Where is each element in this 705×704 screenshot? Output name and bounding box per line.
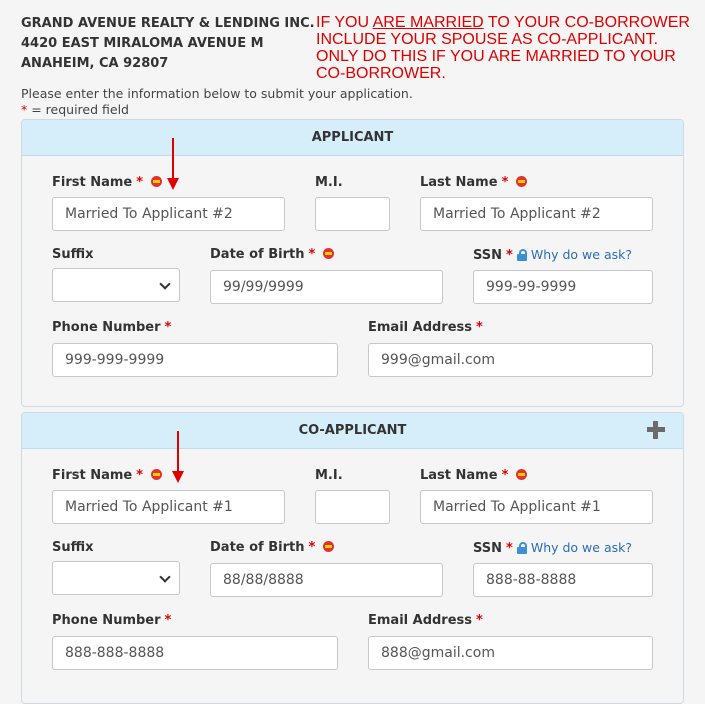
- applicant-panel: [21, 119, 684, 407]
- required-star: *: [21, 102, 28, 117]
- co-applicant-last-name-input[interactable]: Married To Applicant #1: [420, 490, 653, 524]
- lock-icon: [517, 249, 527, 261]
- co-applicant-dob-input[interactable]: 88/88/8888: [210, 563, 443, 597]
- required-star-icon: *: [501, 468, 509, 483]
- note-underlined: ARE MARRIED: [372, 14, 484, 31]
- required-star-icon: *: [501, 175, 509, 190]
- applicant-suffix-label: Suffix: [52, 247, 94, 262]
- co-applicant-why-link[interactable]: Why do we ask?: [530, 540, 632, 555]
- required-star-icon: *: [476, 320, 483, 335]
- note-before: IF YOU: [316, 14, 373, 31]
- applicant-ssn-input[interactable]: 999-99-9999: [473, 270, 653, 304]
- required-star-icon: *: [164, 613, 172, 628]
- required-star-icon: *: [136, 468, 144, 483]
- company-address-line1: 4420 EAST MIRALOMA AVENUE M: [21, 36, 264, 51]
- co-applicant-suffix-select[interactable]: [52, 561, 180, 595]
- applicant-dob-label: Date of Birth *: [210, 247, 334, 262]
- co-applicant-dob-label: Date of Birth *: [210, 540, 334, 555]
- required-star-icon: *: [136, 175, 144, 190]
- co-applicant-panel: [21, 412, 684, 704]
- applicant-ssn-label: SSN * Why do we ask?: [473, 247, 632, 263]
- no-entry-badge-icon: [323, 248, 334, 259]
- co-applicant-mi-label: M.I.: [315, 468, 343, 483]
- co-applicant-first-name-input[interactable]: Married To Applicant #1: [52, 490, 285, 524]
- chevron-down-icon: [159, 278, 170, 289]
- add-co-applicant-plus-icon[interactable]: [647, 421, 665, 439]
- note-after: TO YOUR CO-BORROWER INCLUDE YOUR SPOUSE AS CO-APPLICANT. ONLY DO THIS IF YOU ARE MARRIED TO YOUR CO-BORROWER.: [316, 14, 690, 82]
- applicant-first-name-label: First Name *: [52, 175, 162, 190]
- lock-icon: [517, 542, 527, 554]
- required-star-icon: *: [506, 248, 513, 263]
- chevron-down-icon: [159, 571, 170, 582]
- required-legend-text: = required field: [27, 102, 129, 117]
- applicant-last-name-input[interactable]: Married To Applicant #2: [420, 197, 653, 231]
- applicant-email-label: Email Address *: [368, 320, 483, 335]
- co-applicant-suffix-label: Suffix: [52, 540, 94, 555]
- no-entry-badge-icon: [323, 541, 334, 552]
- applicant-phone-label: Phone Number *: [52, 320, 172, 335]
- co-applicant-phone-input[interactable]: 888-888-8888: [52, 636, 338, 670]
- applicant-phone-input[interactable]: 999-999-9999: [52, 343, 338, 377]
- required-star-icon: *: [308, 540, 316, 555]
- co-applicant-email-label: Email Address *: [368, 613, 483, 628]
- married-note: [316, 14, 701, 82]
- applicant-panel-title: APPLICANT: [22, 120, 683, 156]
- co-applicant-email-input[interactable]: 888@gmail.com: [368, 636, 653, 670]
- applicant-last-name-label: Last Name *: [420, 175, 527, 190]
- company-info: [21, 14, 315, 74]
- co-applicant-panel-title: CO-APPLICANT: [22, 413, 683, 449]
- co-applicant-last-name-label: Last Name *: [420, 468, 527, 483]
- no-entry-badge-icon: [151, 469, 162, 480]
- company-name: GRAND AVENUE REALTY & LENDING INC.: [21, 16, 315, 31]
- applicant-dob-input[interactable]: 99/99/9999: [210, 270, 443, 304]
- company-address-line2: ANAHEIM, CA 92807: [21, 56, 169, 71]
- applicant-mi-label: M.I.: [315, 175, 343, 190]
- co-applicant-mi-input[interactable]: [315, 490, 390, 524]
- required-star-icon: *: [476, 613, 483, 628]
- applicant-first-name-input[interactable]: Married To Applicant #2: [52, 197, 285, 231]
- required-star-icon: *: [164, 320, 172, 335]
- red-arrow-icon: [172, 431, 184, 483]
- no-entry-badge-icon: [516, 469, 527, 480]
- required-star-icon: *: [506, 541, 513, 556]
- applicant-email-input[interactable]: 999@gmail.com: [368, 343, 653, 377]
- required-star-icon: *: [308, 247, 316, 262]
- red-arrow-icon: [167, 138, 179, 190]
- applicant-why-link[interactable]: Why do we ask?: [530, 247, 632, 262]
- co-applicant-phone-label: Phone Number *: [52, 613, 172, 628]
- co-applicant-ssn-input[interactable]: 888-88-8888: [473, 563, 653, 597]
- intro-text: Please enter the information below to submit your application.: [21, 86, 413, 101]
- applicant-mi-input[interactable]: [315, 197, 390, 231]
- co-applicant-ssn-label: SSN * Why do we ask?: [473, 540, 632, 556]
- required-legend: [21, 102, 129, 117]
- co-applicant-first-name-label: First Name *: [52, 468, 162, 483]
- no-entry-badge-icon: [516, 176, 527, 187]
- no-entry-badge-icon: [151, 176, 162, 187]
- applicant-suffix-select[interactable]: [52, 268, 180, 302]
